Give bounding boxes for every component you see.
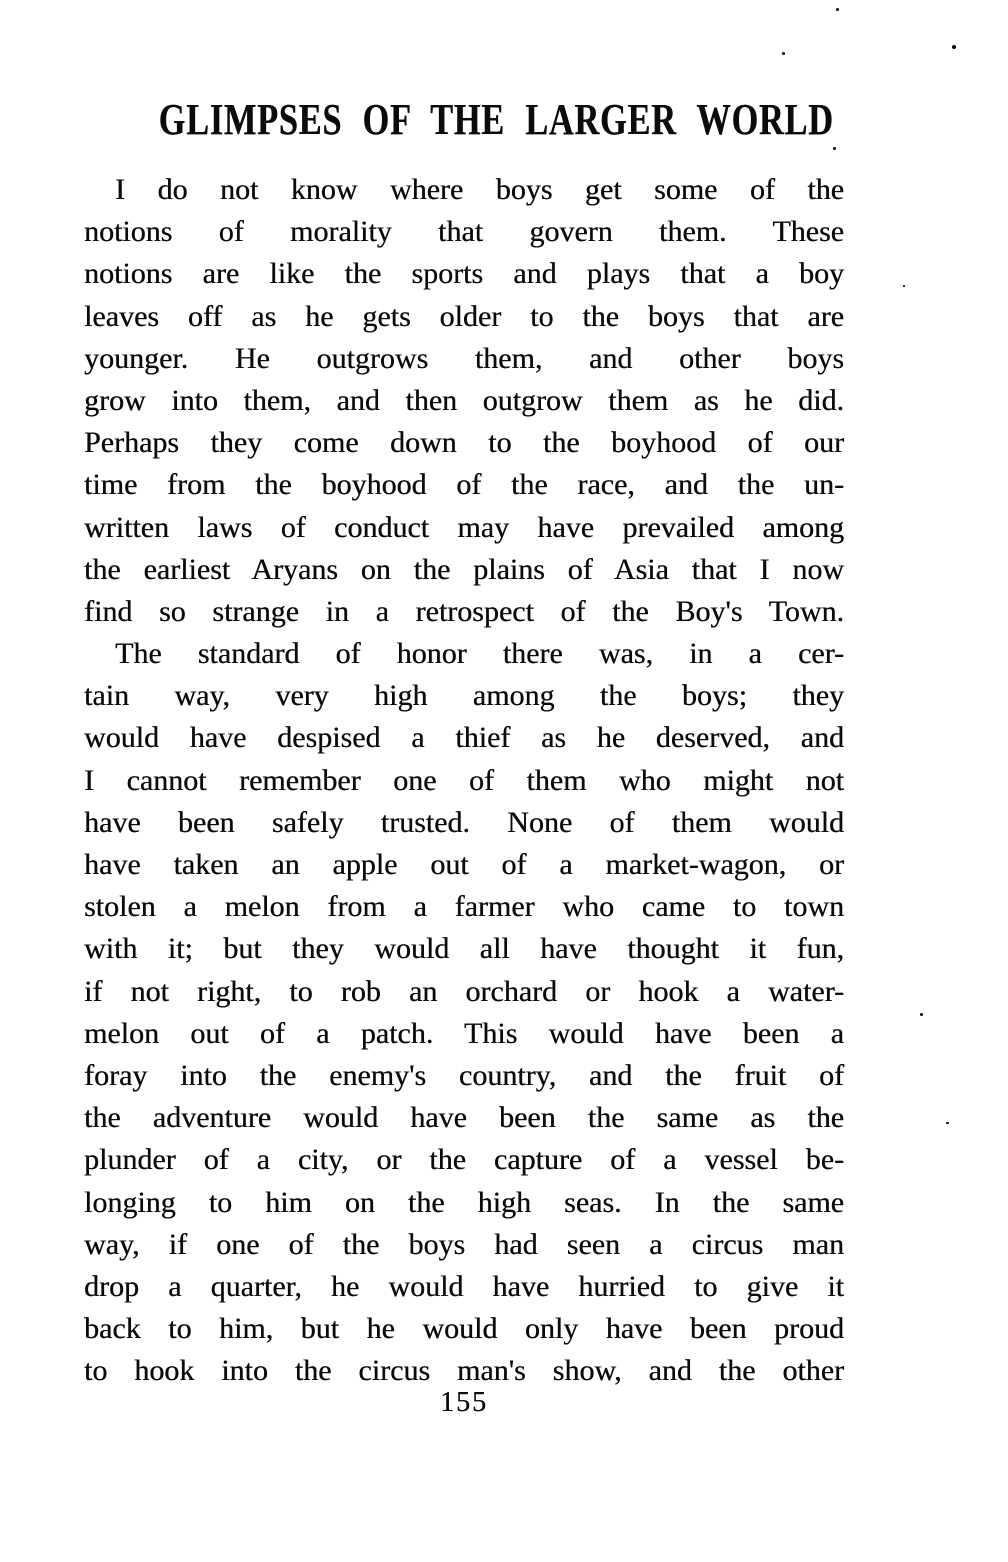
text-line: notions are like the sports and plays that a boy <box>84 257 844 291</box>
text-line: time from the boyhood of the race, and the un- <box>84 468 844 502</box>
scan-speck <box>903 285 905 287</box>
text-line: leaves off as he gets older to the boys that are <box>84 299 844 333</box>
scan-speck <box>946 1122 949 1124</box>
text-line: way, if one of the boys had seen a circus man <box>84 1227 844 1261</box>
text-line: grow into them, and then outgrow them as he did. <box>84 383 844 417</box>
text-line: with it; but they would all have thought it fun, <box>84 932 844 966</box>
page-number: 155 <box>440 1387 488 1418</box>
text-line: longing to him on the high seas. In the same <box>84 1185 844 1219</box>
text-line: The standard of honor there was, in a cer- <box>115 637 844 671</box>
text-line: written laws of conduct may have prevailed among <box>84 510 844 544</box>
text-line: I do not know where boys get some of the <box>115 173 844 206</box>
text-line: the adventure would have been the same as the <box>84 1101 844 1135</box>
text-line: Perhaps they come down to the boyhood of our <box>84 426 844 460</box>
text-line: foray into the enemy's country, and the fruit of <box>84 1058 844 1092</box>
text-line: if not right, to rob an orchard or hook a water- <box>84 974 844 1008</box>
text-line: have taken an apple out of a market-wagon, or <box>84 848 844 881</box>
text-line: melon out of a patch. This would have been a <box>84 1016 844 1050</box>
text-line: would have despised a thief as he deserved, and <box>84 721 844 755</box>
text-line: younger. He outgrows them, and other boys <box>84 341 844 375</box>
text-line: I cannot remember one of them who might not <box>84 763 844 797</box>
text-line: the earliest Aryans on the plains of Asia that I now <box>84 552 844 586</box>
text-line: have been safely trusted. None of them would <box>84 805 844 839</box>
text-line: find so strange in a retrospect of the Boy's Town. <box>84 594 844 628</box>
text-line: notions of morality that govern them. These <box>84 215 844 249</box>
text-line: back to him, but he would only have been proud <box>84 1312 844 1346</box>
text-line: drop a quarter, he would have hurried to give it <box>84 1269 844 1303</box>
text-line: plunder of a city, or the capture of a vessel be- <box>84 1143 844 1177</box>
scan-speck <box>952 45 956 49</box>
text-line: to hook into the circus man's show, and the other <box>84 1354 844 1388</box>
body-text <box>84 169 844 1392</box>
scan-speck <box>782 52 785 55</box>
scan-speck <box>833 147 836 150</box>
page-title: GLIMPSES OF THE LARGER WORLD <box>158 95 834 144</box>
scan-speck <box>836 8 839 11</box>
scan-speck <box>920 1013 923 1016</box>
text-line: stolen a melon from a farmer who came to town <box>84 890 844 924</box>
text-line: tain way, very high among the boys; they <box>84 679 844 713</box>
